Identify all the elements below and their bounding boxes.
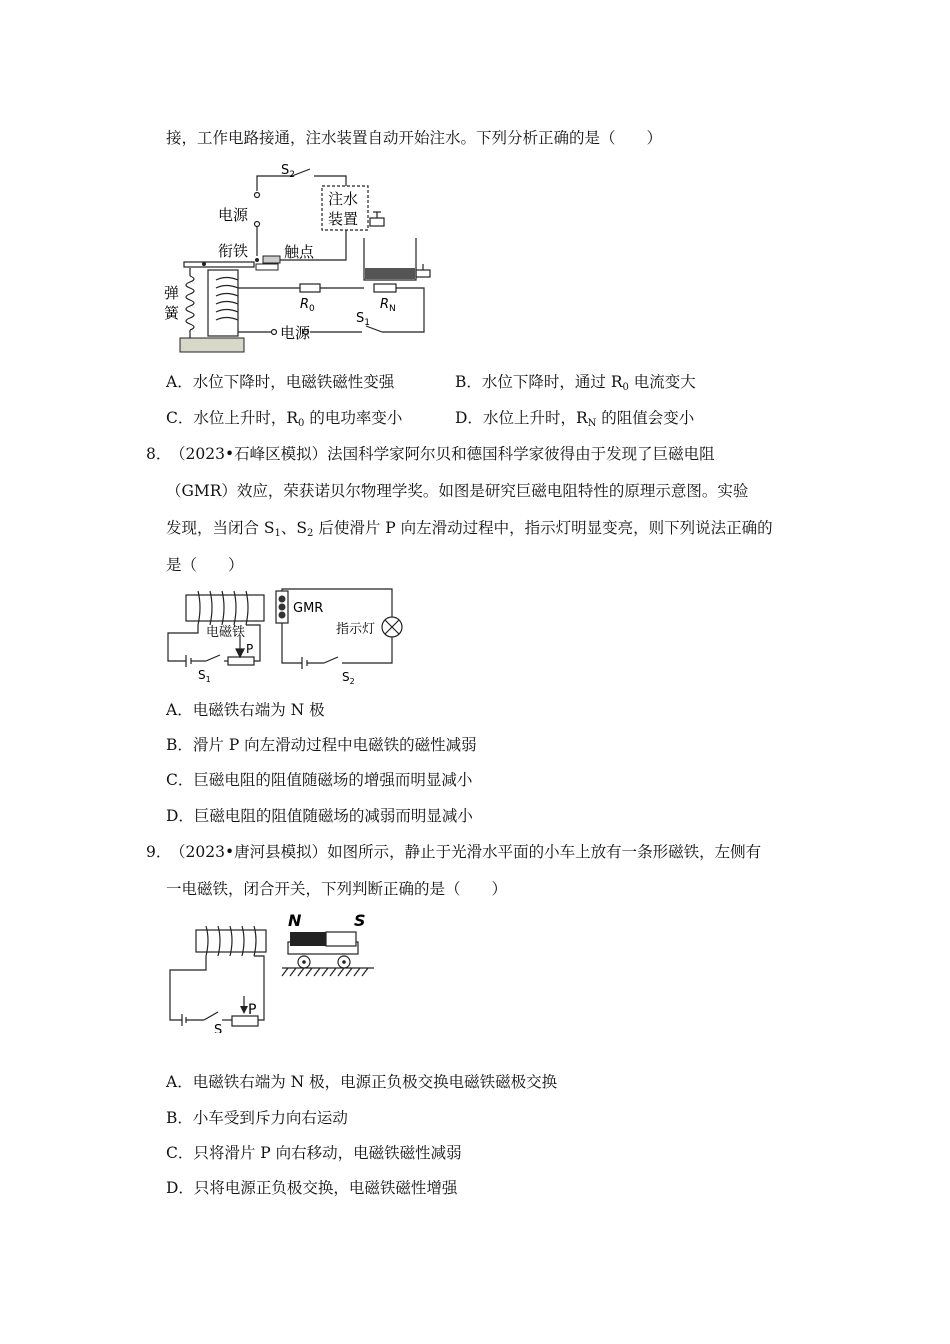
q9-fig-s: S — [354, 911, 366, 930]
q9-circuit-figure — [160, 908, 390, 1033]
q8-fig-indicator: 指示灯 — [336, 622, 376, 637]
q7-option-b: B．水位下降时，通过 $R_0$ 电流变大 — [455, 373, 696, 393]
q8-option-a: A．电磁铁右端为 N 极 — [166, 701, 325, 719]
q7-fig-contact: 触点 — [284, 243, 315, 261]
q9-option-c: C．只将滑片 P 向右移动，电磁铁磁性减弱 — [166, 1144, 462, 1162]
q8-fig-electromagnet: 电磁铁 — [206, 625, 246, 640]
q7-fig-rn: $R_N$ — [380, 297, 396, 314]
q8-option-b: B．滑片 P 向左滑动过程中电磁铁的磁性减弱 — [166, 736, 477, 754]
q8-line-3: 发现，当闭合 $S_1$、$S_2$ 后使滑片 P 向左滑动过程中，指示灯明显变亮，则下列说法正确的 — [166, 519, 773, 539]
q7-fig-s1: $S_1$ — [356, 311, 370, 328]
q7-fig-armature: 衔铁 — [218, 242, 249, 260]
q9-option-a: A．电磁铁右端为 N 极，电源正负极交换电磁铁磁极交换 — [166, 1073, 558, 1091]
q7-fig-inject-1: 注水 — [328, 190, 359, 208]
q9-option-d: D．只将电源正负极交换，电磁铁磁性增强 — [166, 1179, 458, 1197]
q9-option-b: B．小车受到斥力向右运动 — [166, 1109, 348, 1127]
q9-fig-switch: S — [214, 1023, 223, 1033]
q8-fig-s1: $S_1$ — [198, 668, 211, 684]
q7-circuit-figure — [160, 156, 450, 356]
q8-circuit-figure — [160, 585, 420, 690]
q9-number: 9． — [146, 843, 172, 861]
q7-option-c: C．水位上升时，$R_0$ 的电功率变小 — [166, 409, 403, 429]
q8-fig-gmr: GMR — [293, 601, 324, 616]
q9-fig-p: P — [248, 1002, 257, 1018]
q9-line-2: 一电磁铁，闭合开关，下列判断正确的是（ ） — [166, 880, 508, 898]
q7-fig-power-top: 电源 — [218, 206, 249, 224]
q8-number: 8． — [146, 445, 172, 463]
q7-fig-spring-1: 弹 — [164, 284, 180, 302]
q7-fig-spring-2: 簧 — [164, 304, 180, 322]
q8-fig-s2: $S_2$ — [342, 670, 355, 686]
q7-fig-r0: $R_0$ — [300, 297, 315, 314]
q8-line-4: 是（ ） — [166, 556, 244, 574]
q7-stem-tail: 接，工作电路接通，注水装置自动开始注水。下列分析正确的是（ ） — [166, 129, 663, 147]
q9-line-1: （2023•唐河县模拟）如图所示，静止于光滑水平面的小车上放有一条形磁铁，左侧有 — [170, 843, 762, 861]
q8-line-2: （GMR）效应，荣获诺贝尔物理学奖。如图是研究巨磁电阻特性的原理示意图。实验 — [166, 482, 749, 500]
q8-option-d: D．巨磁电阻的阻值随磁场的减弱而明显减小 — [166, 807, 473, 825]
q8-option-c: C．巨磁电阻的阻值随磁场的增强而明显减小 — [166, 771, 473, 789]
q7-fig-power-bottom: 电源 — [280, 324, 311, 342]
q8-fig-p: P — [246, 642, 254, 656]
q7-option-a: A．水位下降时，电磁铁磁性变强 — [166, 373, 395, 391]
q7-fig-s2: $S_2$ — [281, 163, 295, 180]
q9-fig-n: N — [288, 911, 302, 930]
q7-option-d: D．水位上升时，$R_N$ 的阻值会变小 — [455, 409, 695, 429]
q8-line-1: （2023•石峰区模拟）法国科学家阿尔贝和德国科学家彼得由于发现了巨磁电阻 — [170, 445, 715, 463]
q7-fig-inject-2: 装置 — [328, 210, 359, 228]
